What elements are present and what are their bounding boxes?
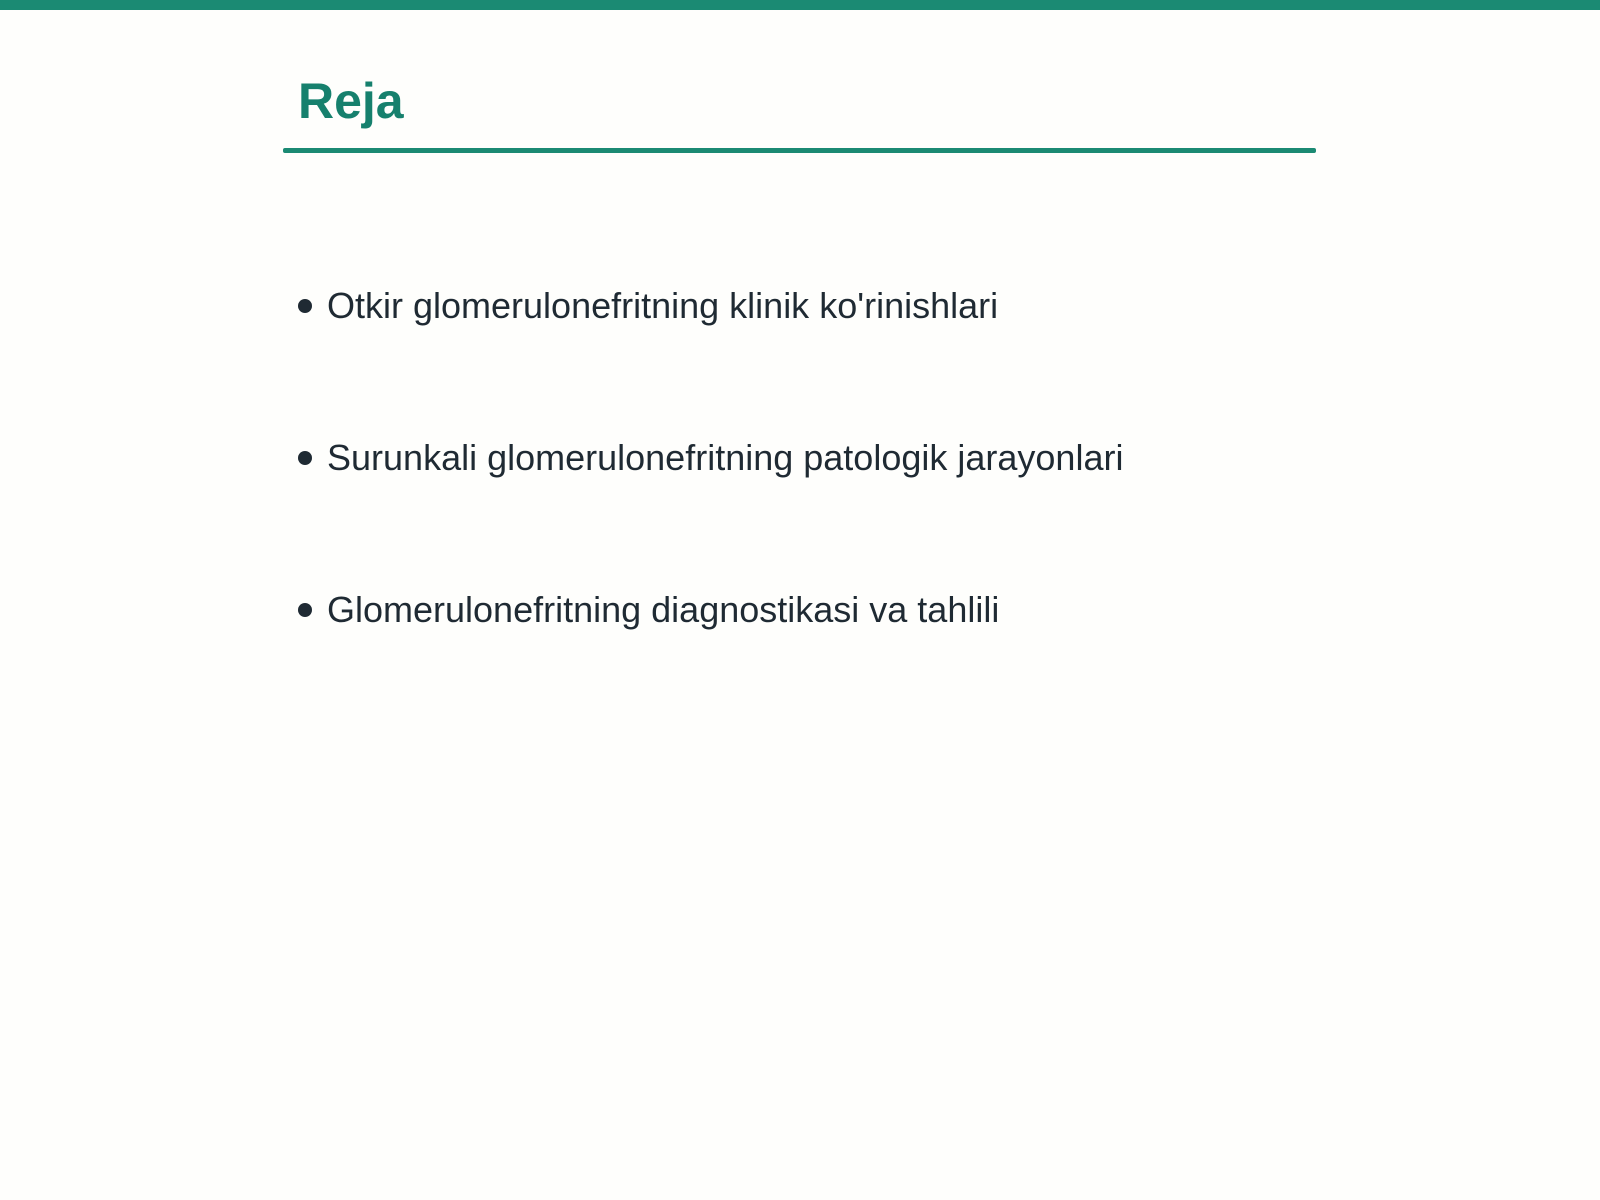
slide-title: Reja: [298, 73, 404, 129]
bullet-dot-icon: [298, 603, 312, 617]
top-accent-bar: [0, 0, 1600, 10]
bullet-dot-icon: [298, 299, 312, 313]
list-item: [298, 584, 1123, 636]
title-underline: [283, 148, 1316, 153]
bullet-list: [298, 280, 1123, 736]
bullet-text: Otkir glomerulonefritning klinik ko'rinishlari: [327, 285, 999, 326]
bullet-text: Surunkali glomerulonefritning patologik jarayonlari: [327, 437, 1124, 478]
list-item: [298, 432, 1123, 484]
bullet-dot-icon: [298, 451, 312, 465]
bullet-text: Glomerulonefritning diagnostikasi va tahlili: [327, 589, 1000, 630]
list-item: [298, 280, 1123, 332]
